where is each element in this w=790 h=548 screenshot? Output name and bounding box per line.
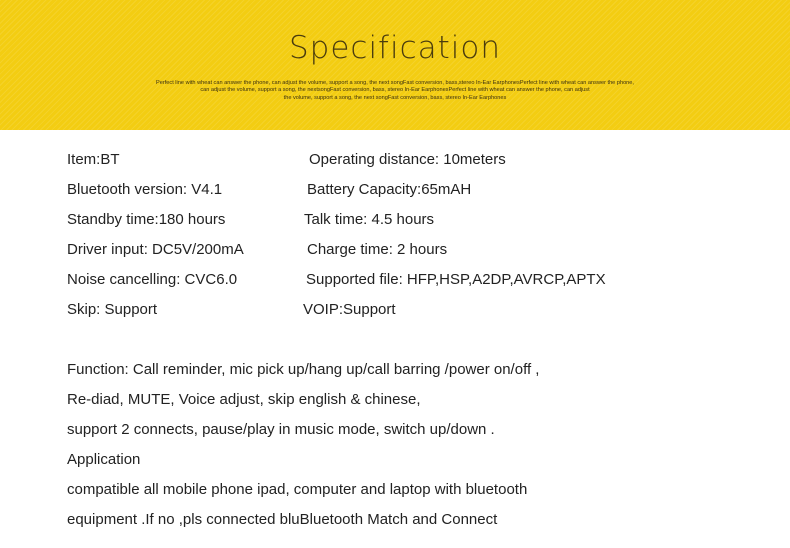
banner-description — [100, 80, 690, 102]
page-title: Specification — [288, 30, 502, 66]
spec-item: Noise cancelling: CVC6.0 — [67, 271, 238, 288]
spec-item: Driver input: DC5V/200mA — [67, 241, 244, 258]
spec-item: Bluetooth version: V4.1 — [67, 181, 223, 198]
paragraph-line: Application — [67, 451, 141, 468]
paragraph-line: equipment .If no ,pls connected bluBluetooth Match and Connect — [67, 511, 498, 528]
spec-item: Standby time:180 hours — [67, 211, 226, 228]
spec-item: Supported file: HFP,HSP,A2DP,AVRCP,APTX — [306, 271, 606, 288]
spec-item: Operating distance: 10meters — [309, 151, 506, 168]
spec-item: Item:BT — [67, 151, 120, 168]
spec-item: Battery Capacity:65mAH — [307, 181, 472, 198]
spec-item: Talk time: 4.5 hours — [304, 211, 435, 228]
spec-item: Charge time: 2 hours — [307, 241, 448, 258]
header-banner — [0, 0, 790, 130]
spec-item: Skip: Support — [67, 301, 158, 318]
banner-description-line: the volume, support a song, the next songFast conversion, bass, stereo In-Ear Earphones — [283, 94, 507, 101]
banner-description-line: Perfect line with wheat can answer the phone, can adjust the volume, support a song, the next songFast conversion, bass,stereo In-Ear EarphonesPerfect line with wheat can answer the phone, — [156, 80, 634, 86]
banner-description-line: can adjust the volume, support a song, the nextsongFast conversion, bass, stereo In-Ear EarphonesPerfect line with wheat can answer the phone, can adjust — [200, 87, 590, 94]
paragraph-line: Function: Call reminder, mic pick up/hang up/call barring /power on/off , — [67, 361, 540, 378]
paragraph-line: Re-diad, MUTE, Voice adjust, skip english & chinese, — [67, 391, 421, 408]
paragraph-line: support 2 connects, pause/play in music mode, switch up/down . — [67, 421, 495, 438]
paragraph-line: compatible all mobile phone ipad, computer and laptop with bluetooth — [67, 481, 528, 498]
spec-item: VOIP:Support — [303, 301, 396, 318]
